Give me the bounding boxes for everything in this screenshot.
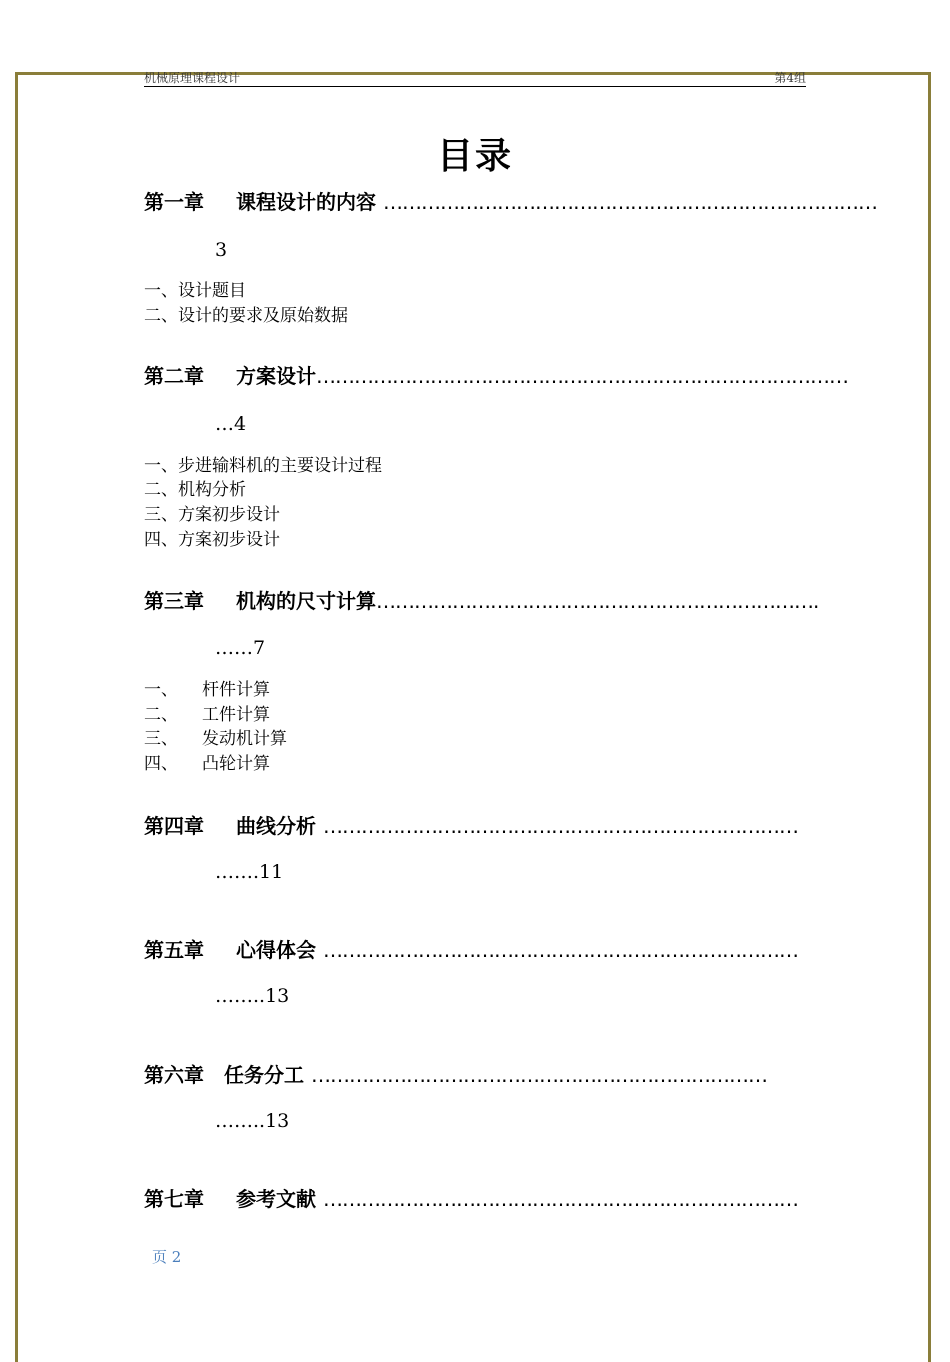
chapter-title: 曲线分析 [236, 814, 316, 838]
item-number: 三、 [144, 729, 178, 749]
chapter-title: 方案设计 [236, 364, 316, 388]
chapter-title: 参考文献 [236, 1187, 316, 1211]
leader-dots: ……………………………………………………………… [310, 1063, 767, 1087]
chapter-number: 第一章 [144, 190, 204, 214]
toc-item[interactable] [144, 749, 270, 774]
toc-item[interactable]: 二、机构分析 [144, 480, 246, 500]
toc-chapter-6[interactable] [144, 1059, 767, 1088]
toc-item[interactable] [144, 675, 270, 700]
chapter-title: 机构的尺寸计算 [236, 589, 376, 613]
chapter-title: 心得体会 [236, 938, 316, 962]
chapter-title: 课程设计的内容 [236, 190, 376, 214]
chapter-page-number: …….11 [215, 861, 284, 883]
leader-dots: ………………………………………………………………… [322, 1187, 798, 1211]
toc-item[interactable] [144, 724, 287, 749]
chapter-page-number: ……..13 [215, 985, 290, 1007]
toc-chapter-5[interactable] [144, 934, 798, 963]
toc-item[interactable] [144, 700, 270, 725]
item-title: 工件计算 [202, 705, 270, 725]
chapter-page-number: ……..13 [215, 1110, 290, 1132]
toc-item[interactable]: 四、方案初步设计 [144, 530, 280, 550]
item-number: 一、 [144, 680, 178, 700]
toc-item[interactable]: 三、方案初步设计 [144, 505, 280, 525]
page-footer: 页 2 [152, 1248, 182, 1266]
chapter-number: 第六章 [144, 1063, 204, 1087]
toc-item[interactable]: 一、设计题目 [144, 281, 246, 301]
chapter-number: 第五章 [144, 938, 204, 962]
chapter-page-number: ……7 [215, 637, 266, 659]
chapter-number: 第四章 [144, 814, 204, 838]
item-title: 杆件计算 [202, 680, 270, 700]
header-doc-title: 机械原理课程设计 [144, 71, 241, 85]
header-group: 第4组 [774, 71, 806, 85]
page-header [144, 68, 806, 87]
chapter-number: 第二章 [144, 364, 204, 388]
toc-chapter-7[interactable] [144, 1183, 798, 1212]
item-title: 凸轮计算 [202, 754, 270, 774]
chapter-page-number: …4 [215, 413, 247, 435]
item-number: 四、 [144, 754, 178, 774]
toc-item[interactable]: 二、设计的要求及原始数据 [144, 306, 348, 326]
toc-chapter-3[interactable] [144, 585, 818, 614]
toc-chapter-1[interactable] [144, 186, 877, 215]
leader-dots: ………………………………………………………………… [322, 814, 798, 838]
chapter-number: 第三章 [144, 589, 204, 613]
chapter-title: 任务分工 [224, 1063, 304, 1087]
leader-dots: ………………………………………………………………………… [316, 364, 848, 388]
toc-item[interactable]: 一、步进输料机的主要设计过程 [144, 456, 382, 476]
item-number: 二、 [144, 705, 178, 725]
chapter-number: 第七章 [144, 1187, 204, 1211]
toc-title: 目录 [436, 136, 513, 177]
toc-chapter-2[interactable] [144, 360, 848, 389]
item-title: 发动机计算 [202, 729, 287, 749]
leader-dots: …………………………………………………………………… [382, 190, 877, 214]
chapter-page-number: 3 [215, 239, 228, 261]
toc-chapter-4[interactable] [144, 810, 798, 839]
leader-dots: ………………………………………………………………… [322, 938, 798, 962]
leader-dots: ……………………………………………………………. [376, 589, 819, 613]
